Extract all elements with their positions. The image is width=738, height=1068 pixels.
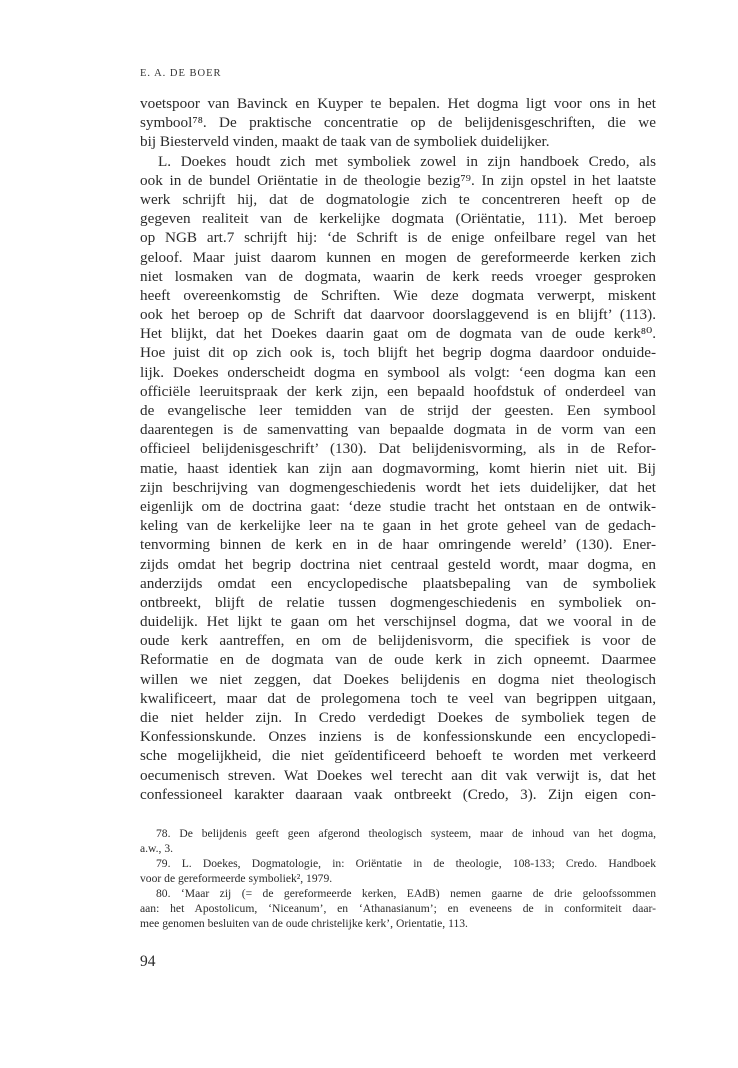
body-line: op NGB art.7 schrijft hij: ‘de Schrift is de enige onfeilbare regel van het <box>140 229 656 247</box>
body-text <box>140 94 656 804</box>
footnote-line: voor de gereformeerde symboliek², 1979. <box>140 872 333 885</box>
body-line: Het blijkt, dat het Doekes daarin gaat om de dogmata van de oude kerk⁸⁰. <box>140 325 656 343</box>
body-line: sche mogelijkheid, die niet geïdentificeerd behoeft te worden met verkeerd <box>140 747 656 765</box>
body-line: anderzijds omdat een encyclopedische plaatsbepaling van de symboliek <box>140 574 656 592</box>
body-line: L. Doekes houdt zich met symboliek zowel in zijn handboek Credo, als <box>158 152 656 170</box>
body-line: voetspoor van Bavinck en Kuyper te bepalen. Het dogma ligt voor ons in het <box>140 95 656 112</box>
body-line: officiële leeruitspraak der kerk zijn, een bepaald hoofdstuk of onderdeel van <box>140 382 656 400</box>
footnote-line: 80. ‘Maar zij (= de gereformeerde kerken, EAdB) nemen gaarne de drie geloofssommen <box>156 887 656 900</box>
page-number: 94 <box>140 953 156 970</box>
running-head: E. A. DE BOER <box>140 68 222 79</box>
body-line: keling van de kerkelijke leer na te gaan in het grote geheel van de gedach- <box>140 517 656 535</box>
body-line: daarentegen is de samenvatting van bepaalde dogmata in de vorm van een <box>140 421 656 439</box>
body-line: bij Biesterveld vinden, maakt de taak van de symboliek duidelijker. <box>140 133 550 151</box>
body-line: willen we niet zeggen, dat Doekes belijdenis en dogma niet theologisch <box>140 670 656 688</box>
body-line: niet losmaken van de dogmata, waarin de kerk reeds vroeger gesproken <box>140 267 656 285</box>
body-line: oude kerk aantreffen, en om de belijdenisvorm, die specifiek is voor de <box>140 632 656 650</box>
body-line: werk schrijft hij, dat de dogmatologie zich te concentreren heeft op de <box>140 190 656 208</box>
body-line: confessioneel karakter daaraan vaak ontbreekt (Credo, 3). Zijn eigen con- <box>140 785 656 803</box>
body-line: symbool⁷⁸. De praktische concentratie op de belijdenisgeschriften, die we <box>140 114 656 132</box>
body-line: duidelijk. Het lijkt te gaan om het verschijnsel dogma, dat we vooral in de <box>140 613 656 631</box>
body-line: Reformatie en de dogmata van de oude kerk in zich opneemt. Daarmee <box>140 651 656 669</box>
body-line: matie, haast identiek kan zijn aan dogmavorming, komt hierin niet uit. Bij <box>140 459 656 477</box>
body-line: kwalificeert, maar dat de prolegomena toch te veel van begrippen uitgaan, <box>140 689 656 707</box>
footnote-line: 78. De belijdenis geeft geen afgerond theologisch systeem, maar de inhoud van het dogma, <box>156 827 656 840</box>
body-line: ook in de bundel Oriëntatie in de theologie bezig⁷⁹. In zijn opstel in het laatste <box>140 171 656 189</box>
body-line: ook het beroep op de Schrift dat daarvoor doorslaggevend is en blijft’ (113). <box>140 306 656 324</box>
footnote-line: 79. L. Doekes, Dogmatologie, in: Oriëntatie in de theologie, 108-133; Credo. Handboek <box>156 857 656 870</box>
footnote-line: a.w., 3. <box>140 842 174 855</box>
body-line: lijk. Doekes onderscheidt dogma en symbool als volgt: ‘een dogma kan een <box>140 363 656 381</box>
body-line: zijds omdat het begrip doctrina niet centraal gesteld wordt, maar dogma, en <box>140 555 656 573</box>
body-line: tenvorming binnen de kerk en in de haar omringende wereld’ (130). Ener- <box>140 536 656 554</box>
body-line: officieel belijdenisgeschrift’ (130). Dat belijdenisvorming, als in de Refor- <box>140 440 656 458</box>
body-line: zijn beschrijving van dogmengeschiedenis wordt het iets duidelijker, dat het <box>140 478 656 496</box>
body-line: geloof. Maar juist daarom kunnen en mogen de gereformeerde kerken zich <box>140 248 656 266</box>
body-line: die niet helder zijn. In Credo verdedigt Doekes de symboliek tegen de <box>140 709 656 726</box>
body-line: de evangelische leer temidden van de strijd der geesten. Een symbool <box>140 402 656 419</box>
footnote-line: mee genomen besluiten van de oude christelijke kerk’, Orientatie, 113. <box>140 917 468 930</box>
footnotes <box>140 826 656 931</box>
body-line: eigenlijk om de doctrina gaat: ‘deze studie tracht het ontstaan en de ontwik- <box>140 497 656 515</box>
body-line: ontbreekt, blijft de relatie tussen dogmengeschiedenis en symboliek on- <box>140 593 656 611</box>
body-line: gegeven realiteit van de kerkelijke dogmata (Oriëntatie, 111). Met beroep <box>140 210 656 228</box>
body-line: oecumenisch streven. Wat Doekes wel terecht aan dit vak verwijt is, dat het <box>140 766 656 784</box>
body-line: Konfessionskunde. Onzes inziens is de konfessionskunde een encyclopedi- <box>140 728 656 746</box>
footnote-line: aan: het Apostolicum, ‘Niceanum’, en ‘Athanasianum’; en eveneens de in conformiteit daar- <box>140 902 656 915</box>
body-line: heeft overeenkomstig de Schriften. Wie deze dogmata verwerpt, miskent <box>140 286 656 304</box>
body-line: Hoe juist dit op zich ook is, toch blijft het begrip dogma daardoor onduide- <box>140 344 656 362</box>
